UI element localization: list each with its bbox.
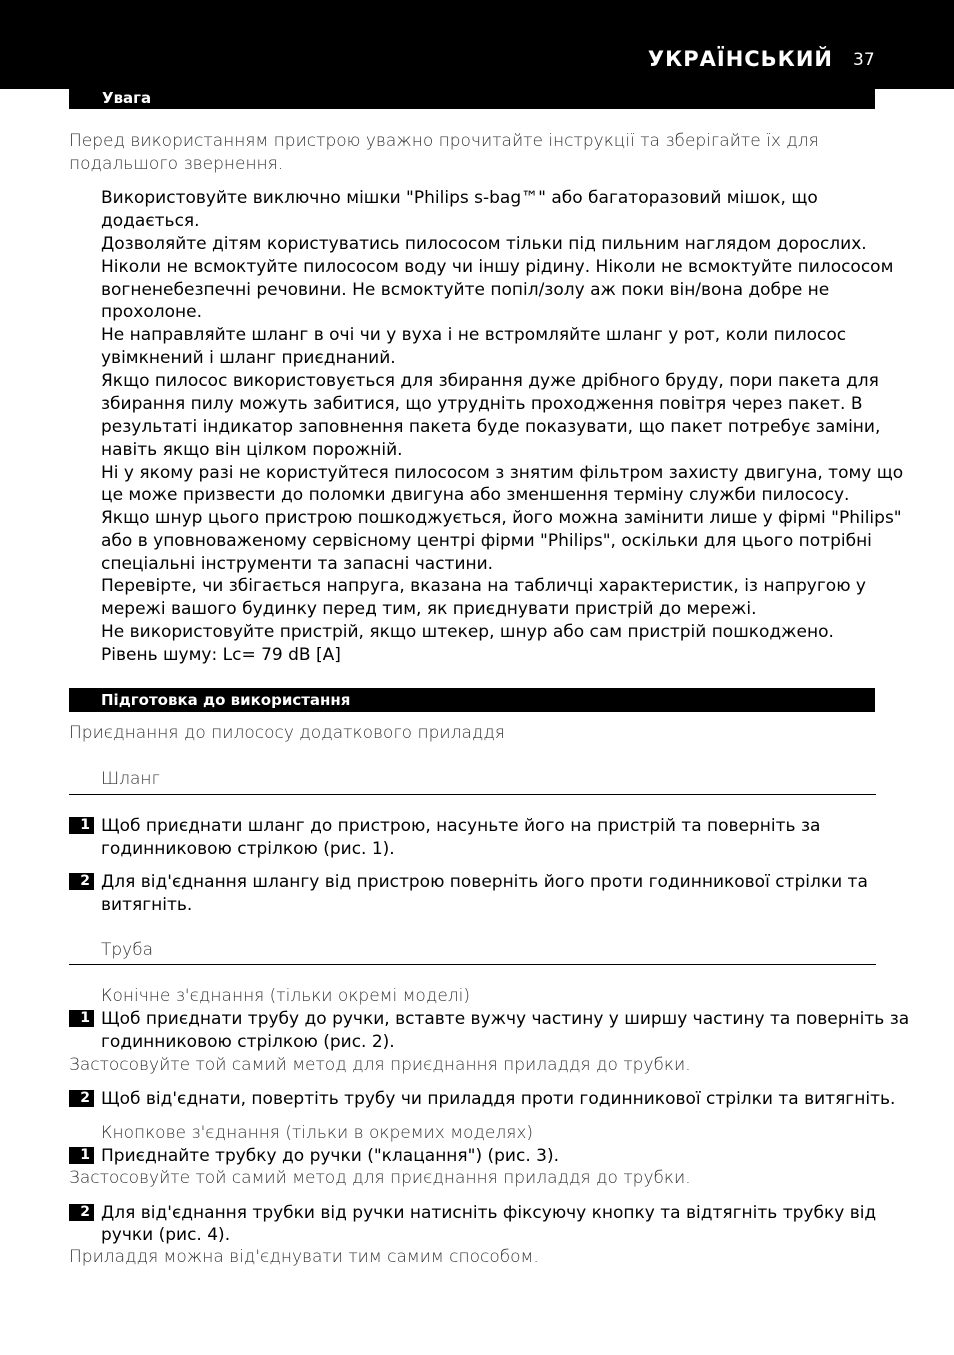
hose-divider [69,794,876,795]
warning-line: Ні у якому разі не користуйтеся пилососом з знятим фільтром захисту двигуна, тому що [101,463,904,483]
button-step2-line: Для від'єднання трубки від ручки натисніть фіксуючу кнопку та відтягніть трубку від [101,1203,877,1223]
warning-line: увімкнений і шланг приєднаний. [101,348,396,368]
conical-step2-line: Щоб від'єднати, повертіть трубу чи приладдя проти годинникової стрілки та витягніть. [101,1089,896,1109]
warning-line: або в уповноваженому сервісному центрі фірми "Philips", оскільки для цього потрібні [101,531,872,551]
warning-line: Якщо шнур цього пристрою пошкоджується, його можна замінити лише у фірмі "Philips" [101,508,902,528]
hose-step2-line: витягніть. [101,895,193,915]
language-label: УКРАЇНСЬКИЙ [647,47,833,71]
step-number-badge: 2 [69,873,94,890]
hose-heading: Шланг [101,769,160,789]
conical-step1-line: годинниковою стрілкою (рис. 2). [101,1032,395,1052]
warning-line: Не направляйте шланг в очі чи у вуха і не встромляйте шланг у рот, коли пилосос [101,325,847,345]
step-number-badge: 2 [69,1204,94,1221]
section-title-preparation: Підготовка до використання [69,688,875,712]
preparation-subtitle: Приєднання до пилососу додаткового приладдя [69,723,505,743]
conical-note: Застосовуйте той самий метод для приєднання приладдя до трубки. [69,1055,691,1075]
conical-step1-line: Щоб приєднати трубу до ручки, вставте вужчу частину у ширшу частину та поверніть за [101,1009,910,1029]
hose-step1-line: годинниковою стрілкою (рис. 1). [101,839,395,859]
hose-step1-line: Щоб приєднати шланг до пристрою, насуньте його на пристрій та поверніть за [101,816,821,836]
warning-line: Якщо пилосос використовується для збирання дуже дрібного бруду, пори пакета для [101,371,879,391]
warning-intro-line: подальшого звернення. [69,154,284,174]
warning-line: це може призвести до поломки двигуна або зменшення терміну служби пилососу. [101,485,850,505]
warning-line: навіть якщо він цілком порожній. [101,440,403,460]
warning-line: Ніколи не всмоктуйте пилососом воду чи іншу рідину. Ніколи не всмоктуйте пилососом [101,257,894,277]
warning-intro-line: Перед використанням пристрою уважно прочитайте інструкції та зберігайте їх для [69,131,819,151]
warning-line: додається. [101,211,200,231]
section-title-warning: Увага [69,85,875,109]
step-number-badge: 1 [69,817,94,834]
warning-line: Дозволяйте дітям користуватись пилососом тільки під пильним наглядом дорослих. [101,234,867,254]
step-number-badge: 1 [69,1147,94,1164]
warning-line: збирання пилу можуть забитися, що утрудніть проходження повітря через пакет. В [101,394,863,414]
button-step1-line: Приєднайте трубку до ручки ("клацання") (рис. 3). [101,1146,559,1166]
accessory-note: Приладдя можна від'єднувати тим самим способом. [69,1247,539,1267]
warning-line: Перевірте, чи збігається напруга, вказана на табличці характеристик, із напругою у [101,576,866,596]
button-step2-line: ручки (рис. 4). [101,1225,231,1245]
warning-line: Використовуйте виключно мішки "Philips s-bag™" або багаторазовий мішок, що [101,188,818,208]
page-header-bar [0,0,954,89]
warning-line: Рівень шуму: Lc= 79 dB [A] [101,645,341,665]
warning-line: мережі вашого будинку перед тим, як приєднувати пристрій до мережі. [101,599,757,619]
warning-line: вогненебезпечні речовини. Не всмоктуйте попіл/золу аж поки він/вона добре не [101,280,830,300]
hose-step2-line: Для від'єднання шлангу від пристрою поверніть його проти годинникової стрілки та [101,872,868,892]
conical-connection-heading: Конічне з'єднання (тільки окремі моделі) [101,986,471,1006]
warning-line: Не використовуйте пристрій, якщо штекер, шнур або сам пристрій пошкоджено. [101,622,834,642]
page-number: 37 [853,50,875,70]
step-number-badge: 2 [69,1090,94,1107]
button-note: Застосовуйте той самий метод для приєднання приладдя до трубки. [69,1168,691,1188]
warning-line: спеціальні інструменти та запасні частини. [101,554,494,574]
tube-divider [69,964,876,965]
button-connection-heading: Кнопкове з'єднання (тільки в окремих моделях) [101,1123,534,1143]
tube-heading: Труба [101,940,154,960]
warning-line: прохолоне. [101,302,203,322]
step-number-badge: 1 [69,1010,94,1027]
warning-line: результаті індикатор заповнення пакета буде показувати, що пакет потребує заміни, [101,417,881,437]
